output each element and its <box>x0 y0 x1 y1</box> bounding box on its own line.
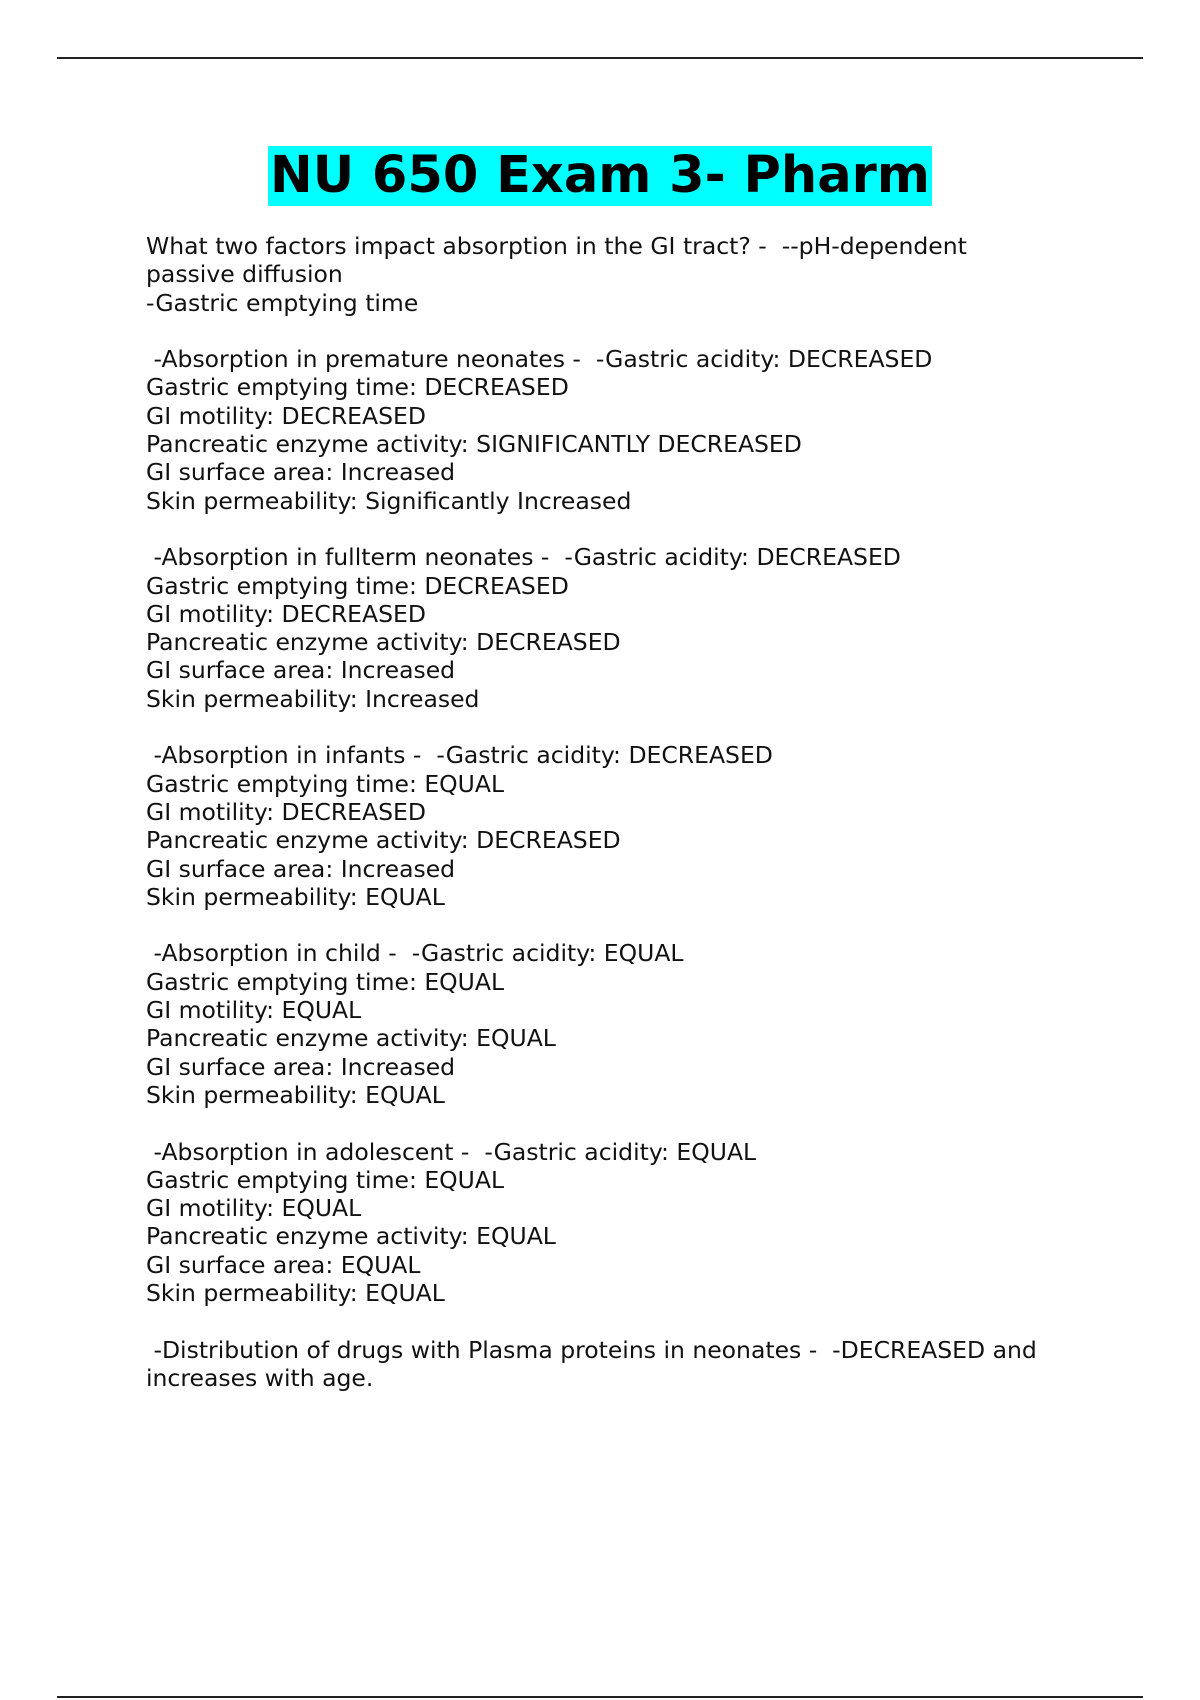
answer-line: Pancreatic enzyme activity: SIGNIFICANTLY DECREASED <box>146 430 802 459</box>
qa-block <box>146 1138 1086 1308</box>
answer-line: GI surface area: Increased <box>146 1052 456 1081</box>
bottom-rule <box>57 1696 1143 1698</box>
question-line: -Absorption in infants - -Gastric acidity: DECREASED <box>146 741 773 770</box>
answer-line: Gastric emptying time: DECREASED <box>146 571 569 600</box>
qa-block <box>146 939 1086 1109</box>
answer-line: Skin permeability: Increased <box>146 684 480 713</box>
answer-line: GI surface area: EQUAL <box>146 1250 421 1279</box>
answer-line: GI surface area: Increased <box>146 656 456 685</box>
answer-line: -Gastric emptying time <box>146 288 419 317</box>
top-rule <box>57 57 1143 59</box>
qa-block <box>146 543 1086 713</box>
answer-line: Pancreatic enzyme activity: EQUAL <box>146 1222 556 1251</box>
answer-line: Skin permeability: EQUAL <box>146 882 445 911</box>
question-line: What two factors impact absorption in the GI tract? - --pH-dependent <box>146 232 967 260</box>
answer-line: GI surface area: Increased <box>146 854 456 883</box>
answer-line: Gastric emptying time: EQUAL <box>146 967 505 996</box>
answer-line: GI motility: DECREASED <box>146 401 426 430</box>
qa-block <box>146 232 1086 317</box>
answer-line: Skin permeability: Significantly Increased <box>146 486 632 515</box>
question-line: -Absorption in fullterm neonates - -Gastric acidity: DECREASED <box>146 543 901 572</box>
answer-line: GI motility: EQUAL <box>146 996 362 1025</box>
answer-line: GI motility: DECREASED <box>146 797 426 826</box>
question-line: -Absorption in adolescent - -Gastric acidity: EQUAL <box>146 1137 757 1166</box>
answer-line: Pancreatic enzyme activity: DECREASED <box>146 628 621 657</box>
question-line: -Absorption in premature neonates - -Gastric acidity: DECREASED <box>146 345 933 374</box>
answer-line: GI motility: DECREASED <box>146 599 426 628</box>
answer-line: increases with age. <box>146 1363 374 1392</box>
answer-line: Skin permeability: EQUAL <box>146 1080 445 1109</box>
answer-line: Pancreatic enzyme activity: DECREASED <box>146 826 621 855</box>
qa-block <box>146 345 1086 515</box>
document-body <box>146 232 1086 1420</box>
title-container <box>0 146 1200 206</box>
answer-line: Gastric emptying time: EQUAL <box>146 1165 505 1194</box>
qa-block <box>146 1336 1086 1393</box>
qa-block <box>146 741 1086 911</box>
answer-line: GI motility: EQUAL <box>146 1194 362 1223</box>
answer-line: GI surface area: Increased <box>146 458 456 487</box>
answer-line: Gastric emptying time: DECREASED <box>146 373 569 402</box>
question-line: -Absorption in child - -Gastric acidity: EQUAL <box>146 939 684 968</box>
answer-line: passive diffusion <box>146 260 343 289</box>
answer-line: Pancreatic enzyme activity: EQUAL <box>146 1024 556 1053</box>
answer-line: Gastric emptying time: EQUAL <box>146 769 505 798</box>
answer-line: Skin permeability: EQUAL <box>146 1278 445 1307</box>
question-line: -Distribution of drugs with Plasma proteins in neonates - -DECREASED and <box>146 1335 1037 1364</box>
page-title: NU 650 Exam 3- Pharm <box>270 146 930 205</box>
